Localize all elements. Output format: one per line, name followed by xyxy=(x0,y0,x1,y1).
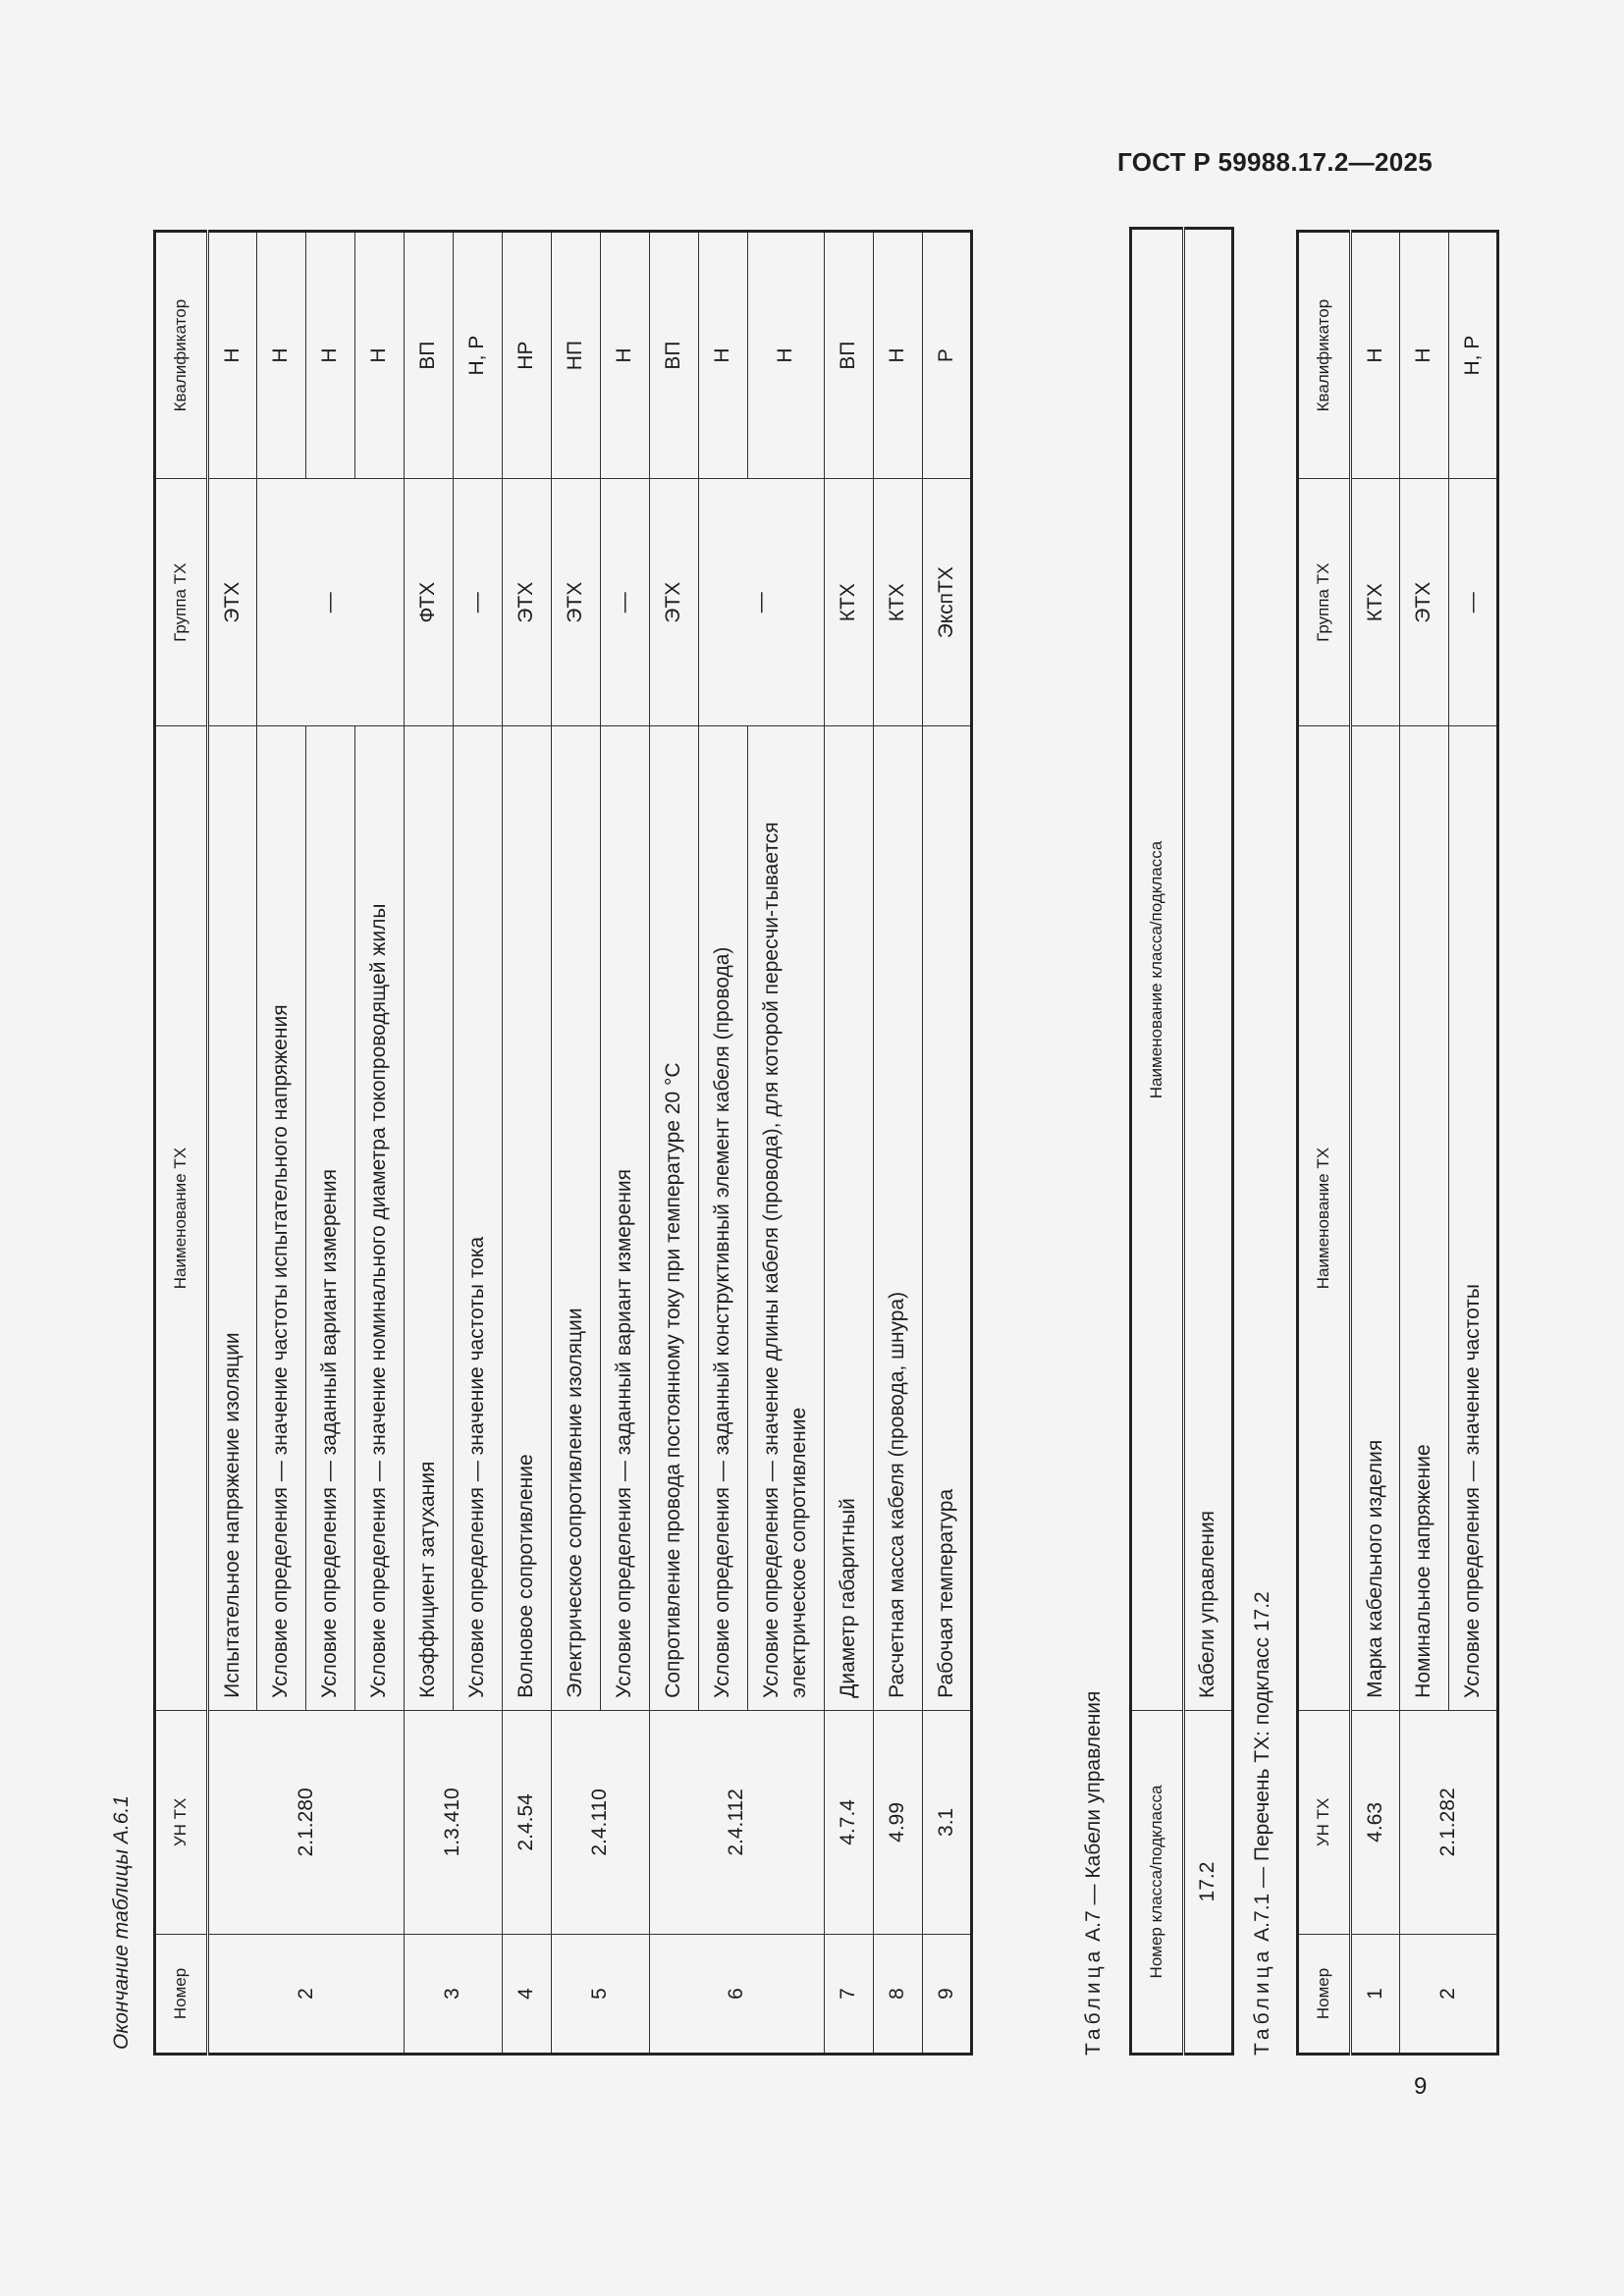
table-a71-caption-prefix: Таблица xyxy=(1251,1947,1273,2056)
cell-name: Сопротивление провода постоянному току при температуре 20 °С xyxy=(649,726,698,1711)
cell-group: ЭТХ xyxy=(207,479,256,726)
table-row xyxy=(649,232,698,2055)
header-un: УН ТХ xyxy=(1298,1710,1351,1934)
cell-qual: НП xyxy=(551,232,600,479)
cell-num: 7 xyxy=(824,1934,873,2054)
header-qual: Квалификатор xyxy=(1298,232,1351,479)
cell-group: — xyxy=(600,479,649,726)
table-row xyxy=(922,232,971,2055)
cell-name: Условие определения — заданный вариант измерения xyxy=(305,726,354,1711)
cell-qual: ВП xyxy=(649,232,698,479)
cell-un: 2.1.280 xyxy=(207,1710,404,1934)
table-row xyxy=(502,232,551,2055)
cell-name: Условие определения — значение частоты испытательного напряжения xyxy=(256,726,305,1711)
table-row xyxy=(1350,232,1399,2055)
cell-name: Марка кабельного изделия xyxy=(1350,726,1399,1711)
cell-name: Электрическое сопротивление изоляции xyxy=(551,726,600,1711)
cell-qual: ВП xyxy=(824,232,873,479)
cell-qual: Н xyxy=(207,232,256,479)
table-a7-header xyxy=(1131,229,1184,2055)
cell-group: — xyxy=(698,479,824,726)
cell-qual: Н, Р xyxy=(453,232,502,479)
cell-group: КТХ xyxy=(824,479,873,726)
cell-num: 2 xyxy=(1399,1934,1497,2054)
cell-qual: Н xyxy=(354,232,404,479)
cell-qual: Р xyxy=(922,232,971,479)
cell-name: Испытательное напряжение изоляции xyxy=(207,726,256,1711)
cell-name: Расчетная масса кабеля (провода, шнура) xyxy=(873,726,922,1711)
cell-group: КТХ xyxy=(1350,479,1399,726)
table-a71 xyxy=(1296,230,1499,2056)
cell-num: 5 xyxy=(551,1934,649,2054)
cell-qual: Н xyxy=(1350,232,1399,479)
cell-un: 4.63 xyxy=(1350,1710,1399,1934)
cell-qual: Н xyxy=(1399,232,1448,479)
cell-name: Условие определения — заданный вариант измерения xyxy=(600,726,649,1711)
table-a61-header xyxy=(155,232,208,2055)
table-a7-caption-prefix: Таблица xyxy=(1082,1947,1105,2056)
cell-qual: Н xyxy=(305,232,354,479)
table-a71-caption xyxy=(1249,1591,1276,2056)
cell-num: 6 xyxy=(649,1934,824,2054)
cell-un: 4.7.4 xyxy=(824,1710,873,1934)
cell-un: 2.1.282 xyxy=(1399,1710,1497,1934)
cell-group: ЭТХ xyxy=(1399,479,1448,726)
table-a7-caption xyxy=(1080,1691,1108,2056)
table-row xyxy=(551,232,600,2055)
header-class-name: Наименование класса/подкласса xyxy=(1131,229,1184,1711)
header-group: Группа ТХ xyxy=(1298,479,1351,726)
page-number: 9 xyxy=(1414,2073,1428,2100)
header-num: Номер xyxy=(1298,1934,1351,2054)
document-code: ГОСТ Р 59988.17.2—2025 xyxy=(1117,147,1433,177)
cell-num: 8 xyxy=(873,1934,922,2054)
rotated-content xyxy=(98,98,1484,2061)
table-row xyxy=(207,232,256,2055)
cell-num: 9 xyxy=(922,1934,971,2054)
cell-group: ФТХ xyxy=(404,479,453,726)
cell-un: 2.4.54 xyxy=(502,1710,551,1934)
table-a61 xyxy=(153,230,973,2056)
cell-group: КТХ xyxy=(873,479,922,726)
table-row xyxy=(1399,232,1448,2055)
cell-group: ЭТХ xyxy=(649,479,698,726)
header-name: Наименование ТХ xyxy=(155,726,208,1711)
cell-group: ЭТХ xyxy=(502,479,551,726)
cell-class-name: Кабели управления xyxy=(1183,229,1232,1711)
cell-un: 2.4.110 xyxy=(551,1710,649,1934)
cell-num: 2 xyxy=(207,1934,404,2054)
cell-group: — xyxy=(453,479,502,726)
cell-un: 1.3.410 xyxy=(404,1710,502,1934)
table-row xyxy=(1183,229,1232,2055)
cell-un: 2.4.112 xyxy=(649,1710,824,1934)
cell-name: Условие определения — значение номинального диаметра токопроводящей жилы xyxy=(354,726,404,1711)
cell-un: 3.1 xyxy=(922,1710,971,1934)
cell-num: 1 xyxy=(1350,1934,1399,2054)
cell-group: ЭкспТХ xyxy=(922,479,971,726)
cell-qual: НР xyxy=(502,232,551,479)
table-a7-caption-text: А.7 — Кабели управления xyxy=(1082,1690,1105,1948)
cell-un: 4.99 xyxy=(873,1710,922,1934)
table-a7 xyxy=(1129,227,1234,2056)
cell-qual: ВП xyxy=(404,232,453,479)
cell-group: — xyxy=(1448,479,1497,726)
cell-qual: Н xyxy=(698,232,747,479)
table-a71-header xyxy=(1298,232,1351,2055)
table-row xyxy=(824,232,873,2055)
cell-name: Волновое сопротивление xyxy=(502,726,551,1711)
cell-name: Условие определения — значение частоты xyxy=(1448,726,1497,1711)
cell-qual: Н xyxy=(600,232,649,479)
cell-name: Условие определения — значение частоты тока xyxy=(453,726,502,1711)
cell-name: Номинальное напряжение xyxy=(1399,726,1448,1711)
cell-num: 3 xyxy=(404,1934,502,2054)
header-qual: Квалификатор xyxy=(155,232,208,479)
cell-group: ЭТХ xyxy=(551,479,600,726)
table-row xyxy=(404,232,453,2055)
cell-group: — xyxy=(256,479,404,726)
header-class-number: Номер класса/подкласса xyxy=(1131,1711,1184,2055)
cell-name: Коэффициент затухания xyxy=(404,726,453,1711)
cell-qual: Н xyxy=(747,232,824,479)
cell-qual: Н xyxy=(873,232,922,479)
table-row xyxy=(873,232,922,2055)
cell-name: Диаметр габаритный xyxy=(824,726,873,1711)
cell-class-number: 17.2 xyxy=(1183,1711,1232,2055)
cell-name: Условие определения — заданный конструктивный элемент кабеля (провода) xyxy=(698,726,747,1711)
cell-name: Условие определения — значение длины кабеля (провода), для которой пересчи-тывается электрическое сопротивление xyxy=(747,726,824,1711)
header-group: Группа ТХ xyxy=(155,479,208,726)
cell-qual: Н, Р xyxy=(1448,232,1497,479)
cell-num: 4 xyxy=(502,1934,551,2054)
cell-qual: Н xyxy=(256,232,305,479)
header-name: Наименование ТХ xyxy=(1298,726,1351,1711)
cell-name: Рабочая температура xyxy=(922,726,971,1711)
table-a61-caption: Окончание таблицы А.6.1 xyxy=(110,1795,133,2050)
table-a71-caption-text: А.7.1 — Перечень ТХ: подкласс 17.2 xyxy=(1251,1591,1273,1948)
header-num: Номер xyxy=(155,1934,208,2054)
header-un: УН ТХ xyxy=(155,1710,208,1934)
